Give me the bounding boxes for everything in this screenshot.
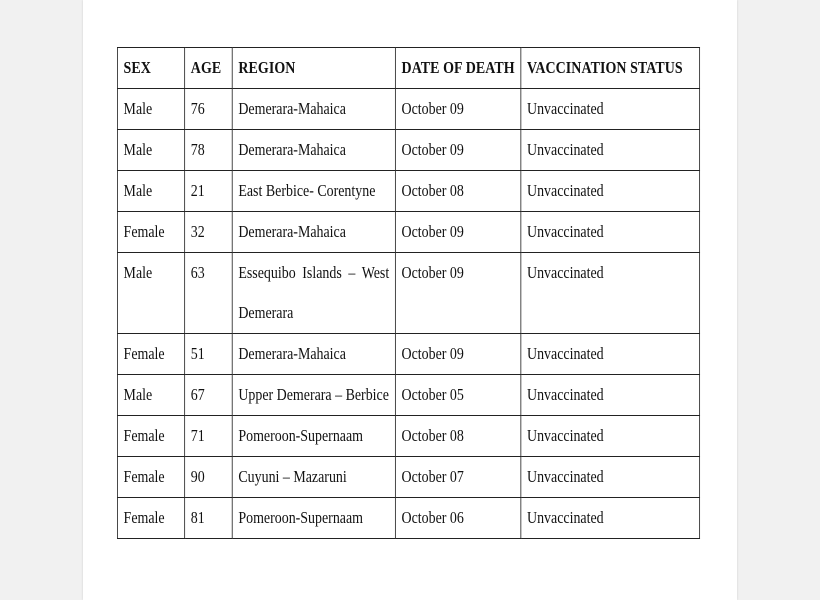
cell-vaccination: Unvaccinated	[521, 253, 700, 334]
cell-region: Demerara-Mahaica	[232, 334, 395, 375]
cell-date: October 07	[395, 457, 520, 498]
cell-region: Pomeroon-Supernaam	[232, 416, 395, 457]
cell-sex: Female	[117, 334, 184, 375]
cell-vaccination: Unvaccinated	[521, 457, 700, 498]
cell-age: 90	[185, 457, 233, 498]
cell-date: October 09	[395, 89, 520, 130]
table-row	[117, 498, 699, 539]
deaths-table	[117, 47, 700, 539]
cell-age: 32	[185, 212, 233, 253]
cell-region: Demerara-Mahaica	[232, 130, 395, 171]
cell-age: 78	[185, 130, 233, 171]
cell-date: October 05	[395, 375, 520, 416]
header-date-of-death: DATE OF DEATH	[395, 48, 520, 89]
cell-date: October 09	[395, 334, 520, 375]
table-row	[117, 334, 699, 375]
cell-vaccination: Unvaccinated	[521, 375, 700, 416]
cell-age: 21	[185, 171, 233, 212]
cell-date: October 09	[395, 130, 520, 171]
cell-age: 67	[185, 375, 233, 416]
header-sex: SEX	[117, 48, 184, 89]
cell-date: October 09	[395, 253, 520, 334]
cell-age: 76	[185, 89, 233, 130]
cell-sex: Male	[117, 89, 184, 130]
table-row	[117, 171, 699, 212]
cell-sex: Female	[117, 416, 184, 457]
cell-age: 63	[185, 253, 233, 334]
cell-vaccination: Unvaccinated	[521, 416, 700, 457]
cell-age: 81	[185, 498, 233, 539]
cell-region: East Berbice- Corentyne	[232, 171, 395, 212]
table-row	[117, 212, 699, 253]
cell-vaccination: Unvaccinated	[521, 171, 700, 212]
table-row	[117, 416, 699, 457]
cell-date: October 08	[395, 171, 520, 212]
cell-sex: Female	[117, 212, 184, 253]
cell-vaccination: Unvaccinated	[521, 89, 700, 130]
cell-vaccination: Unvaccinated	[521, 334, 700, 375]
table-header-row	[117, 48, 699, 89]
cell-date: October 09	[395, 212, 520, 253]
table-row	[117, 253, 699, 334]
cell-vaccination: Unvaccinated	[521, 498, 700, 539]
cell-sex: Female	[117, 498, 184, 539]
header-region: REGION	[232, 48, 395, 89]
cell-region: Demerara-Mahaica	[232, 212, 395, 253]
cell-region: Essequibo Islands – West Demerara	[232, 253, 395, 334]
cell-sex: Female	[117, 457, 184, 498]
cell-region: Demerara-Mahaica	[232, 89, 395, 130]
cell-date: October 08	[395, 416, 520, 457]
header-age: AGE	[185, 48, 233, 89]
cell-age: 71	[185, 416, 233, 457]
cell-sex: Male	[117, 171, 184, 212]
cell-sex: Male	[117, 130, 184, 171]
cell-vaccination: Unvaccinated	[521, 212, 700, 253]
table-row	[117, 375, 699, 416]
cell-sex: Male	[117, 253, 184, 334]
cell-region: Pomeroon-Supernaam	[232, 498, 395, 539]
cell-vaccination: Unvaccinated	[521, 130, 700, 171]
cell-age: 51	[185, 334, 233, 375]
document-page	[83, 0, 737, 600]
cell-sex: Male	[117, 375, 184, 416]
table-row	[117, 130, 699, 171]
table-row	[117, 457, 699, 498]
table-row	[117, 89, 699, 130]
cell-date: October 06	[395, 498, 520, 539]
cell-region: Upper Demerara – Berbice	[232, 375, 395, 416]
header-vaccination-status: VACCINATION STATUS	[521, 48, 700, 89]
cell-region: Cuyuni – Mazaruni	[232, 457, 395, 498]
